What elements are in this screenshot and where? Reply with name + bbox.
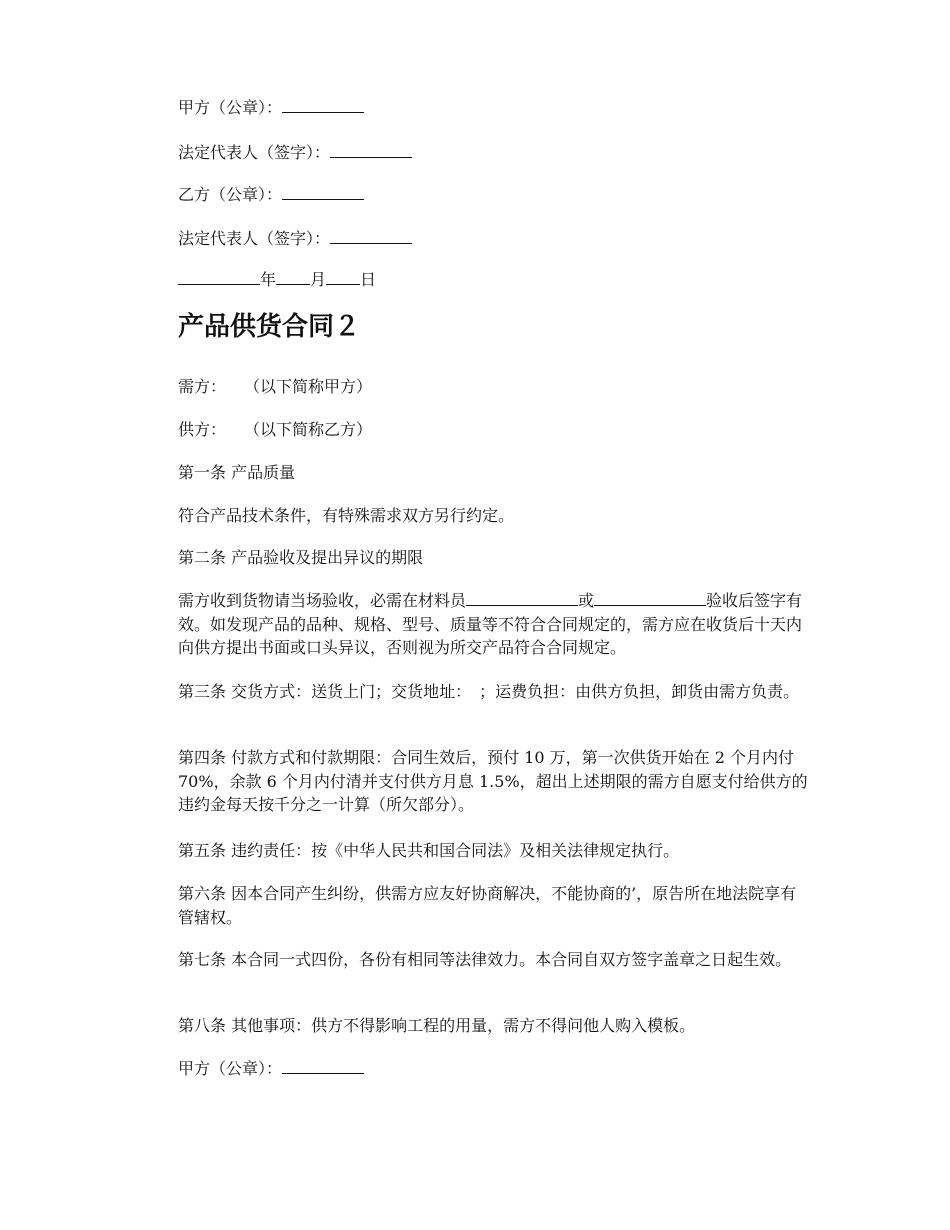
article-7: 第七条 本合同一式四份，各份有相同等法律效力。本合同自双方签字盖章之日起生效。 (178, 950, 792, 969)
date-day-label: 日 (360, 270, 377, 289)
demand-party-note: （以下简称甲方） (244, 377, 373, 396)
party-b-rep-label: 法定代表人（签字）： (178, 229, 331, 248)
date-line (178, 269, 376, 291)
supply-party-note: （以下简称乙方） (244, 420, 373, 439)
article-2-text-1: 需方收到货物请当场验收，必需在材料员 (178, 591, 467, 610)
inspector-blank-2 (594, 591, 706, 606)
article-6: 第六条 因本合同产生纠纷，供需方应友好协商解决，不能协商的’，原告所在地法院享有管辖权。 (178, 884, 797, 927)
date-month-blank (276, 270, 310, 285)
party-b-rep-blank (330, 229, 412, 244)
party-a-rep-blank (330, 143, 412, 158)
article-4: 第四条 付款方式和付款期限：合同生效后，预付 10 万，第一次供货开始在 2 个月内付 70%，余款 6 个月内付清并支付供方月息 1.5%，超出上述期限的需方自愿支付给供方的违约金每天按千分之一计算（所欠部分）。 (178, 748, 808, 814)
supply-party-line (178, 419, 372, 441)
article-8: 第八条 其他事项：供方不得影响工程的用量，需方不得问他人购入模板。 (178, 1016, 696, 1035)
demand-party-label: 需方： (178, 377, 227, 396)
party-a-seal-label: 甲方（公章）： (178, 98, 283, 117)
party-a-seal-line (178, 97, 364, 119)
party-b-rep-line (178, 228, 412, 250)
article-1-body: 符合产品技术条件，有特殊需求双方另行约定。 (178, 506, 515, 525)
party-a-seal-blank (282, 98, 364, 113)
bottom-party-a-seal-line (178, 1058, 364, 1080)
article-2-or: 或 (578, 591, 595, 610)
party-b-seal-label: 乙方（公章）： (178, 185, 283, 204)
demand-party-line (178, 376, 372, 398)
bottom-party-a-seal-label: 甲方（公章）： (178, 1059, 283, 1078)
date-day-blank (326, 270, 360, 285)
contract-title: 产品供货合同２ (178, 312, 361, 342)
article-2-text-2: 验收后签字有效。如发现产品的品种、规格、型号、质量等不符合合同规定的，需方应在收货后十天内向供方提出书面或口头异议，否则视为所交产品符合合同规定。 (178, 591, 803, 657)
bottom-party-a-seal-blank (282, 1059, 364, 1074)
party-b-seal-line (178, 184, 364, 206)
date-month-label: 月 (310, 270, 327, 289)
date-year-blank (178, 270, 260, 285)
supply-party-label: 供方： (178, 420, 227, 439)
article-2-body (178, 589, 810, 660)
article-2-heading: 第二条 产品验收及提出异议的期限 (178, 548, 424, 567)
article-5: 第五条 违约责任：按《中华人民共和国合同法》及相关法律规定执行。 (178, 841, 680, 860)
party-a-rep-line (178, 142, 412, 164)
article-3: 第三条 交货方式：送货上门；交货地址： ；运费负担：由供方负担，卸货由需方负责。 (178, 682, 800, 701)
party-a-rep-label: 法定代表人（签字）： (178, 143, 331, 162)
date-year-label: 年 (260, 270, 277, 289)
article-1-heading: 第一条 产品质量 (178, 463, 296, 482)
party-b-seal-blank (282, 185, 364, 200)
inspector-blank-1 (466, 591, 578, 606)
